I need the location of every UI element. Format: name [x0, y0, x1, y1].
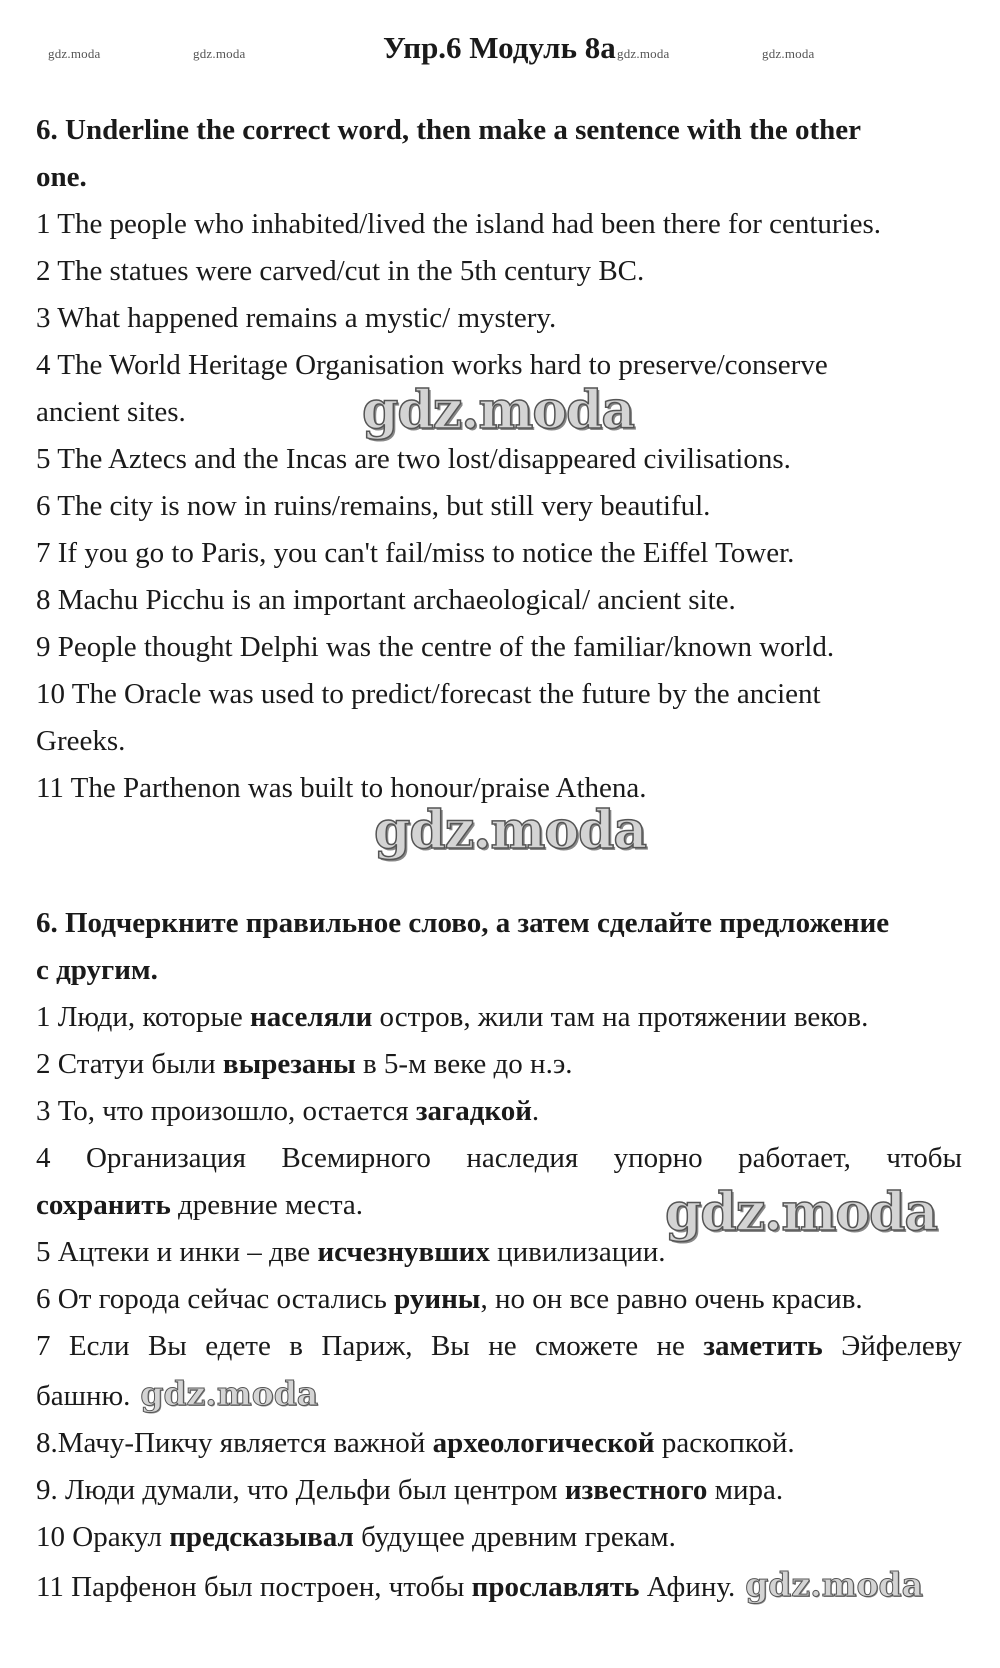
- watermark-large: gdz.moda: [665, 1182, 938, 1243]
- english-item: 7 If you go to Paris, you can't fail/miss to notice the Eiffel Tower.: [36, 537, 795, 569]
- watermark-large: gdz.moda: [374, 800, 647, 861]
- russian-item: 9. Люди думали, что Дельфи был центром известного мира.: [36, 1474, 784, 1506]
- russian-item: 2 Статуи были вырезаны в 5-м веке до н.э.: [36, 1048, 573, 1080]
- watermark-small: gdz.moda: [617, 46, 670, 61]
- english-item: 2 The statues were carved/cut in the 5th century BC.: [36, 255, 645, 287]
- watermark-inline: gdz.moda: [140, 1374, 319, 1413]
- russian-heading-cont: с другим.: [36, 954, 158, 986]
- russian-item: 3 То, что произошло, остается загадкой.: [36, 1095, 540, 1127]
- russian-item: башню. gdz.moda: [36, 1374, 319, 1413]
- russian-heading: 6. Подчеркните правильное слово, а затем сделайте предложение: [36, 907, 890, 939]
- english-item: 11 The Parthenon was built to honour/praise Athena.: [36, 772, 647, 804]
- english-item: 9 People thought Delphi was the centre of the familiar/known world.: [36, 631, 835, 663]
- watermark-large: gdz.moda: [362, 380, 635, 441]
- english-item: ancient sites.: [36, 396, 186, 428]
- watermark-small: gdz.moda: [48, 46, 101, 61]
- english-item: 5 The Aztecs and the Incas are two lost/disappeared civilisations.: [36, 443, 791, 475]
- russian-item: 8.Мачу-Пикчу является важной археологической раскопкой.: [36, 1427, 795, 1459]
- english-item: 1 The people who inhabited/lived the island had been there for centuries.: [36, 208, 882, 240]
- english-item: 6 The city is now in ruins/remains, but still very beautiful.: [36, 490, 711, 522]
- watermark-small: gdz.moda: [762, 46, 815, 61]
- russian-item: 5 Ацтеки и инки – две исчезнувших цивилизации.: [36, 1236, 666, 1268]
- english-heading-cont: one.: [36, 161, 87, 193]
- russian-item: 6 От города сейчас остались руины, но он все равно очень красив.: [36, 1283, 863, 1315]
- russian-item: 4 Организация Всемирного наследия упорно работает, чтобы: [36, 1142, 962, 1174]
- russian-item: 11 Парфенон был построен, чтобы прославлять Афину. gdz.moda: [36, 1565, 923, 1604]
- russian-section: [36, 900, 962, 1611]
- watermark-inline: gdz.moda: [745, 1565, 923, 1604]
- english-heading: 6. Underline the correct word, then make a sentence with the other: [36, 114, 861, 146]
- page-title: Упр.6 Модуль 8а: [383, 30, 616, 65]
- english-item: 8 Machu Picchu is an important archaeological/ ancient site.: [36, 584, 736, 616]
- russian-item: сохранить древние места.: [36, 1189, 363, 1221]
- english-item: 3 What happened remains a mystic/ mystery.: [36, 302, 557, 334]
- english-item: 10 The Oracle was used to predict/forecast the future by the ancient: [36, 678, 821, 710]
- english-section: [36, 107, 962, 812]
- english-item: Greeks.: [36, 725, 126, 757]
- russian-item: 10 Оракул предсказывал будущее древним грекам.: [36, 1521, 676, 1553]
- russian-item: 7 Если Вы едете в Париж, Вы не сможете не заметить Эйфелеву: [36, 1330, 963, 1362]
- watermark-small: gdz.moda: [193, 46, 246, 61]
- english-item: 4 The World Heritage Organisation works hard to preserve/conserve: [36, 349, 828, 381]
- russian-item: 1 Люди, которые населяли остров, жили там на протяжении веков.: [36, 1001, 869, 1033]
